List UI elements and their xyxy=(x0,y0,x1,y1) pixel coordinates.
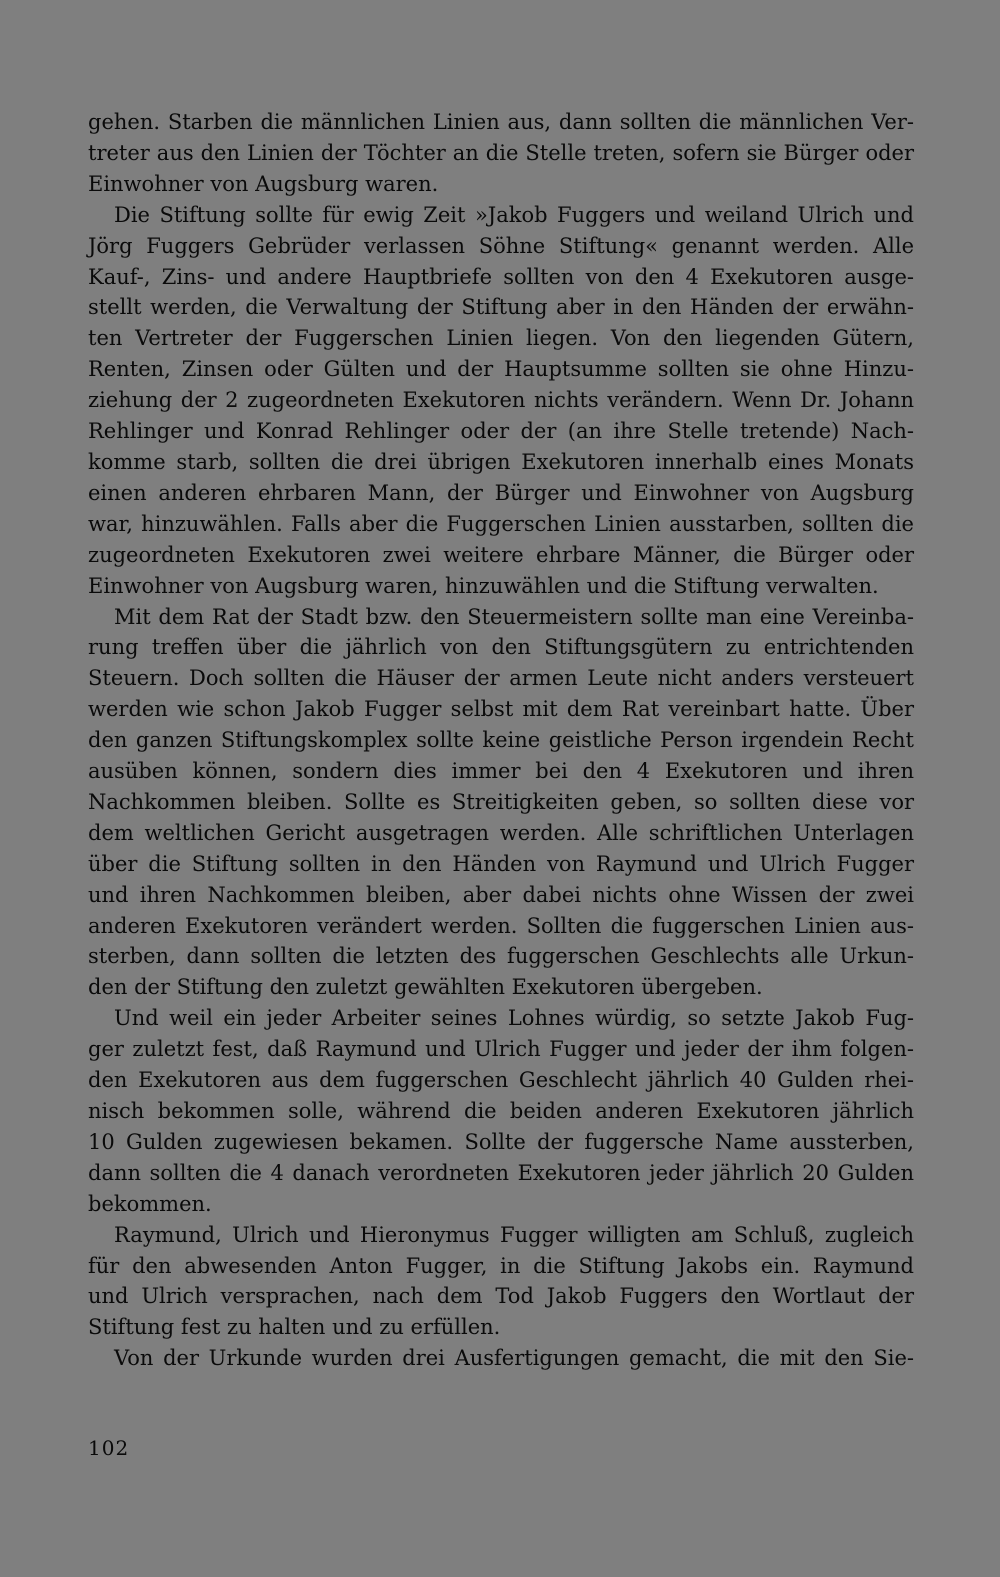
text-line: Die Stiftung sollte für ewig Zeit »Jakob Fuggers und weiland Ulrich und xyxy=(114,202,914,227)
text-line: den Exekutoren aus dem fuggerschen Geschlecht jährlich 40 Gulden rhei- xyxy=(88,1068,914,1093)
text-line: über die Stiftung sollten in den Händen von Raymund und Ulrich Fugger xyxy=(88,851,914,876)
text-line: Rehlinger und Konrad Rehlinger oder der (an ihre Stelle tretende) Nach- xyxy=(88,419,914,444)
text-line: den der Stiftung den zuletzt gewählten Exekutoren übergeben. xyxy=(88,975,763,1000)
paragraph xyxy=(88,107,914,200)
text-line: Und weil ein jeder Arbeiter seines Lohnes würdig, so setzte Jakob Fug- xyxy=(114,1006,914,1031)
text-line: für den abwesenden Anton Fugger, in die Stiftung Jakobs ein. Raymund xyxy=(88,1253,914,1278)
text-line: ten Vertreter der Fuggerschen Linien liegen. Von den liegenden Gütern, xyxy=(88,326,914,351)
text-line: Nachkommen bleiben. Sollte es Streitigkeiten geben, so sollten diese vor xyxy=(88,789,914,814)
text-line: Mit dem Rat der Stadt bzw. den Steuermeistern sollte man eine Vereinba- xyxy=(114,604,914,629)
text-line: und ihren Nachkommen bleiben, aber dabei nichts ohne Wissen der zwei xyxy=(88,882,914,907)
text-line: werden wie schon Jakob Fugger selbst mit dem Rat vereinbart hatte. Über xyxy=(88,697,914,722)
paragraph xyxy=(88,1343,914,1374)
text-line: Kauf-, Zins- und andere Hauptbriefe sollten von den 4 Exekutoren ausge- xyxy=(88,264,914,289)
text-line: Einwohner von Augsburg waren. xyxy=(88,171,439,196)
text-line: komme starb, sollten die drei übrigen Exekutoren innerhalb eines Monats xyxy=(88,449,914,474)
text-line: ausüben können, sondern dies immer bei den 4 Exekutoren und ihren xyxy=(88,759,914,784)
text-line: Stiftung fest zu halten und zu erfüllen. xyxy=(88,1315,501,1340)
paragraph xyxy=(88,1003,914,1219)
text-line: stellt werden, die Verwaltung der Stiftung aber in den Händen der erwähn- xyxy=(88,295,914,320)
body-text xyxy=(88,107,914,1374)
page-number: 102 xyxy=(88,1436,130,1460)
text-line: dem weltlichen Gericht ausgetragen werden. Alle schriftlichen Unterlagen xyxy=(88,820,914,845)
text-line: treter aus den Linien der Töchter an die Stelle treten, sofern sie Bürger oder xyxy=(88,140,914,165)
paragraph xyxy=(88,602,914,1004)
paragraph xyxy=(88,200,914,602)
text-line: Renten, Zinsen oder Gülten und der Hauptsumme sollten sie ohne Hinzu- xyxy=(88,357,914,382)
text-line: nisch bekommen solle, während die beiden anderen Exekutoren jährlich xyxy=(88,1099,914,1123)
text-line: Von der Urkunde wurden drei Ausfertigungen gemacht, die mit den Sie- xyxy=(114,1346,914,1371)
text-line: anderen Exekutoren verändert werden. Sollten die fuggerschen Linien aus- xyxy=(88,913,914,938)
text-line: rung treffen über die jährlich von den Stiftungsgütern zu entrichtenden xyxy=(88,635,914,660)
text-line: Steuern. Doch sollten die Häuser der armen Leute nicht anders versteuert xyxy=(88,666,914,691)
text-line: und Ulrich versprachen, nach dem Tod Jakob Fuggers den Wortlaut der xyxy=(88,1284,914,1309)
text-line: den ganzen Stiftungskomplex sollte keine geistliche Person irgendein Recht xyxy=(88,728,914,753)
text-line: ger zuletzt fest, daß Raymund und Ulrich Fugger und jeder der ihm folgen- xyxy=(88,1037,914,1062)
text-line: 10 Gulden zugewiesen bekamen. Sollte der fuggersche Name aussterben, xyxy=(88,1129,914,1154)
text-line: bekommen. xyxy=(88,1191,212,1216)
text-line: war, hinzuwählen. Falls aber die Fuggerschen Linien ausstarben, sollten die xyxy=(88,511,914,536)
text-line: zugeordneten Exekutoren zwei weitere ehrbare Männer, die Bürger oder xyxy=(88,542,914,567)
text-line: gehen. Starben die männlichen Linien aus, dann sollten die männlichen Ver- xyxy=(88,110,914,134)
text-line: dann sollten die 4 danach verordneten Exekutoren jeder jährlich 20 Gulden xyxy=(88,1160,914,1185)
text-line: Raymund, Ulrich und Hieronymus Fugger willigten am Schluß, zugleich xyxy=(114,1222,914,1247)
text-line: ziehung der 2 zugeordneten Exekutoren nichts verändern. Wenn Dr. Johann xyxy=(88,388,914,413)
text-line: Einwohner von Augsburg waren, hinzuwählen und die Stiftung verwalten. xyxy=(88,573,879,598)
text-line: Jörg Fuggers Gebrüder verlassen Söhne Stiftung« genannt werden. Alle xyxy=(88,233,914,258)
paragraph xyxy=(88,1220,914,1344)
text-line: sterben, dann sollten die letzten des fuggerschen Geschlechts alle Urkun- xyxy=(88,944,914,969)
text-line: einen anderen ehrbaren Mann, der Bürger und Einwohner von Augsburg xyxy=(88,480,914,505)
